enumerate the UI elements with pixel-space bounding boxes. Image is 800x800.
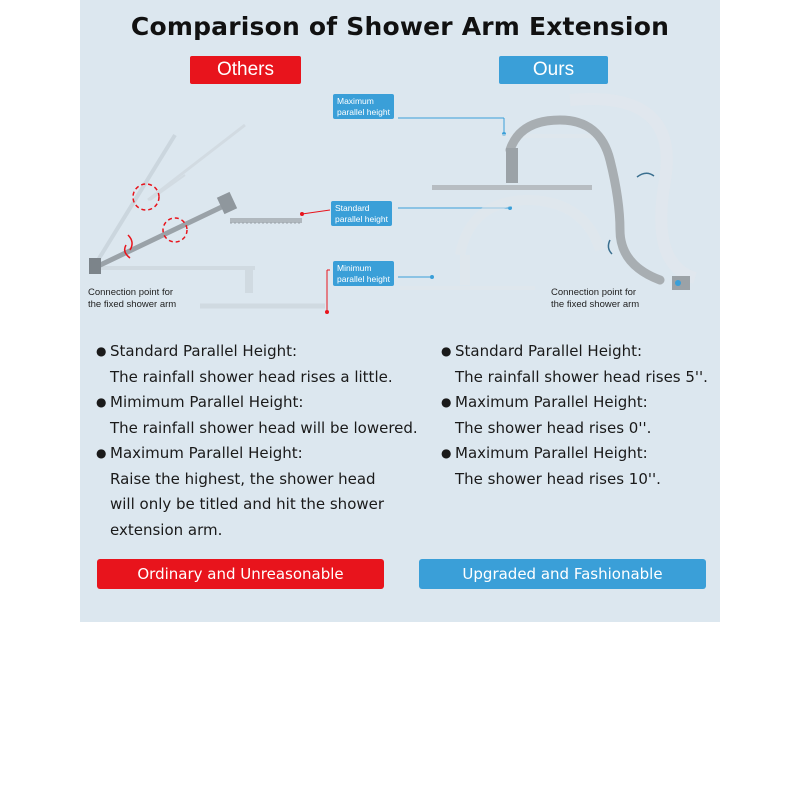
others-points: ● Standard Parallel Height: The rainfall shower head rises a little. ● Mimimum Parallel Height: The rainfall shower head will be lowered. ● Maximum Parallel Height: Raise the highest, the shower head will only be titled and hit the shower extension arm. — [96, 339, 436, 543]
connection-note-left: Connection point for the fixed shower arm — [88, 287, 177, 310]
ordinary-banner: Ordinary and Unreasonable — [97, 559, 384, 589]
ours-label: Ours — [499, 56, 608, 84]
bullet-icon: ● — [441, 395, 452, 409]
ours-points: ● Standard Parallel Height: The rainfall shower head rises 5''. ● Maximum Parallel Height: The shower head rises 0''. ● Maximum Parallel Height: The shower head rises 10''. — [441, 339, 721, 492]
ours-ghost-arms — [400, 99, 695, 288]
shower-arm-illustration — [80, 90, 720, 320]
list-item: ● Maximum Parallel Height: — [441, 441, 721, 467]
list-item: ● Standard Parallel Height: — [96, 339, 436, 365]
page-title: Comparison of Shower Arm Extension — [130, 12, 670, 41]
upgraded-banner: Upgraded and Fashionable — [419, 559, 706, 589]
list-item: ● Mimimum Parallel Height: — [96, 390, 436, 416]
callout-standard: Standard parallel height — [331, 201, 392, 226]
bullet-icon: ● — [441, 446, 452, 460]
others-label: Others — [190, 56, 301, 84]
list-item: ● Standard Parallel Height: — [441, 339, 721, 365]
bullet-icon: ● — [96, 395, 107, 409]
connection-note-right: Connection point for the fixed shower arm — [551, 287, 640, 310]
list-item: ● Maximum Parallel Height: — [441, 390, 721, 416]
callout-minimum: Minimum parallel height — [333, 261, 394, 286]
bullet-icon: ● — [96, 344, 107, 358]
list-item: ● Maximum Parallel Height: — [96, 441, 436, 467]
bullet-icon: ● — [96, 446, 107, 460]
callout-maximum: Maximum parallel height — [333, 94, 394, 119]
others-arm — [89, 184, 302, 274]
others-max-ghost — [95, 125, 245, 265]
bullet-icon: ● — [441, 344, 452, 358]
